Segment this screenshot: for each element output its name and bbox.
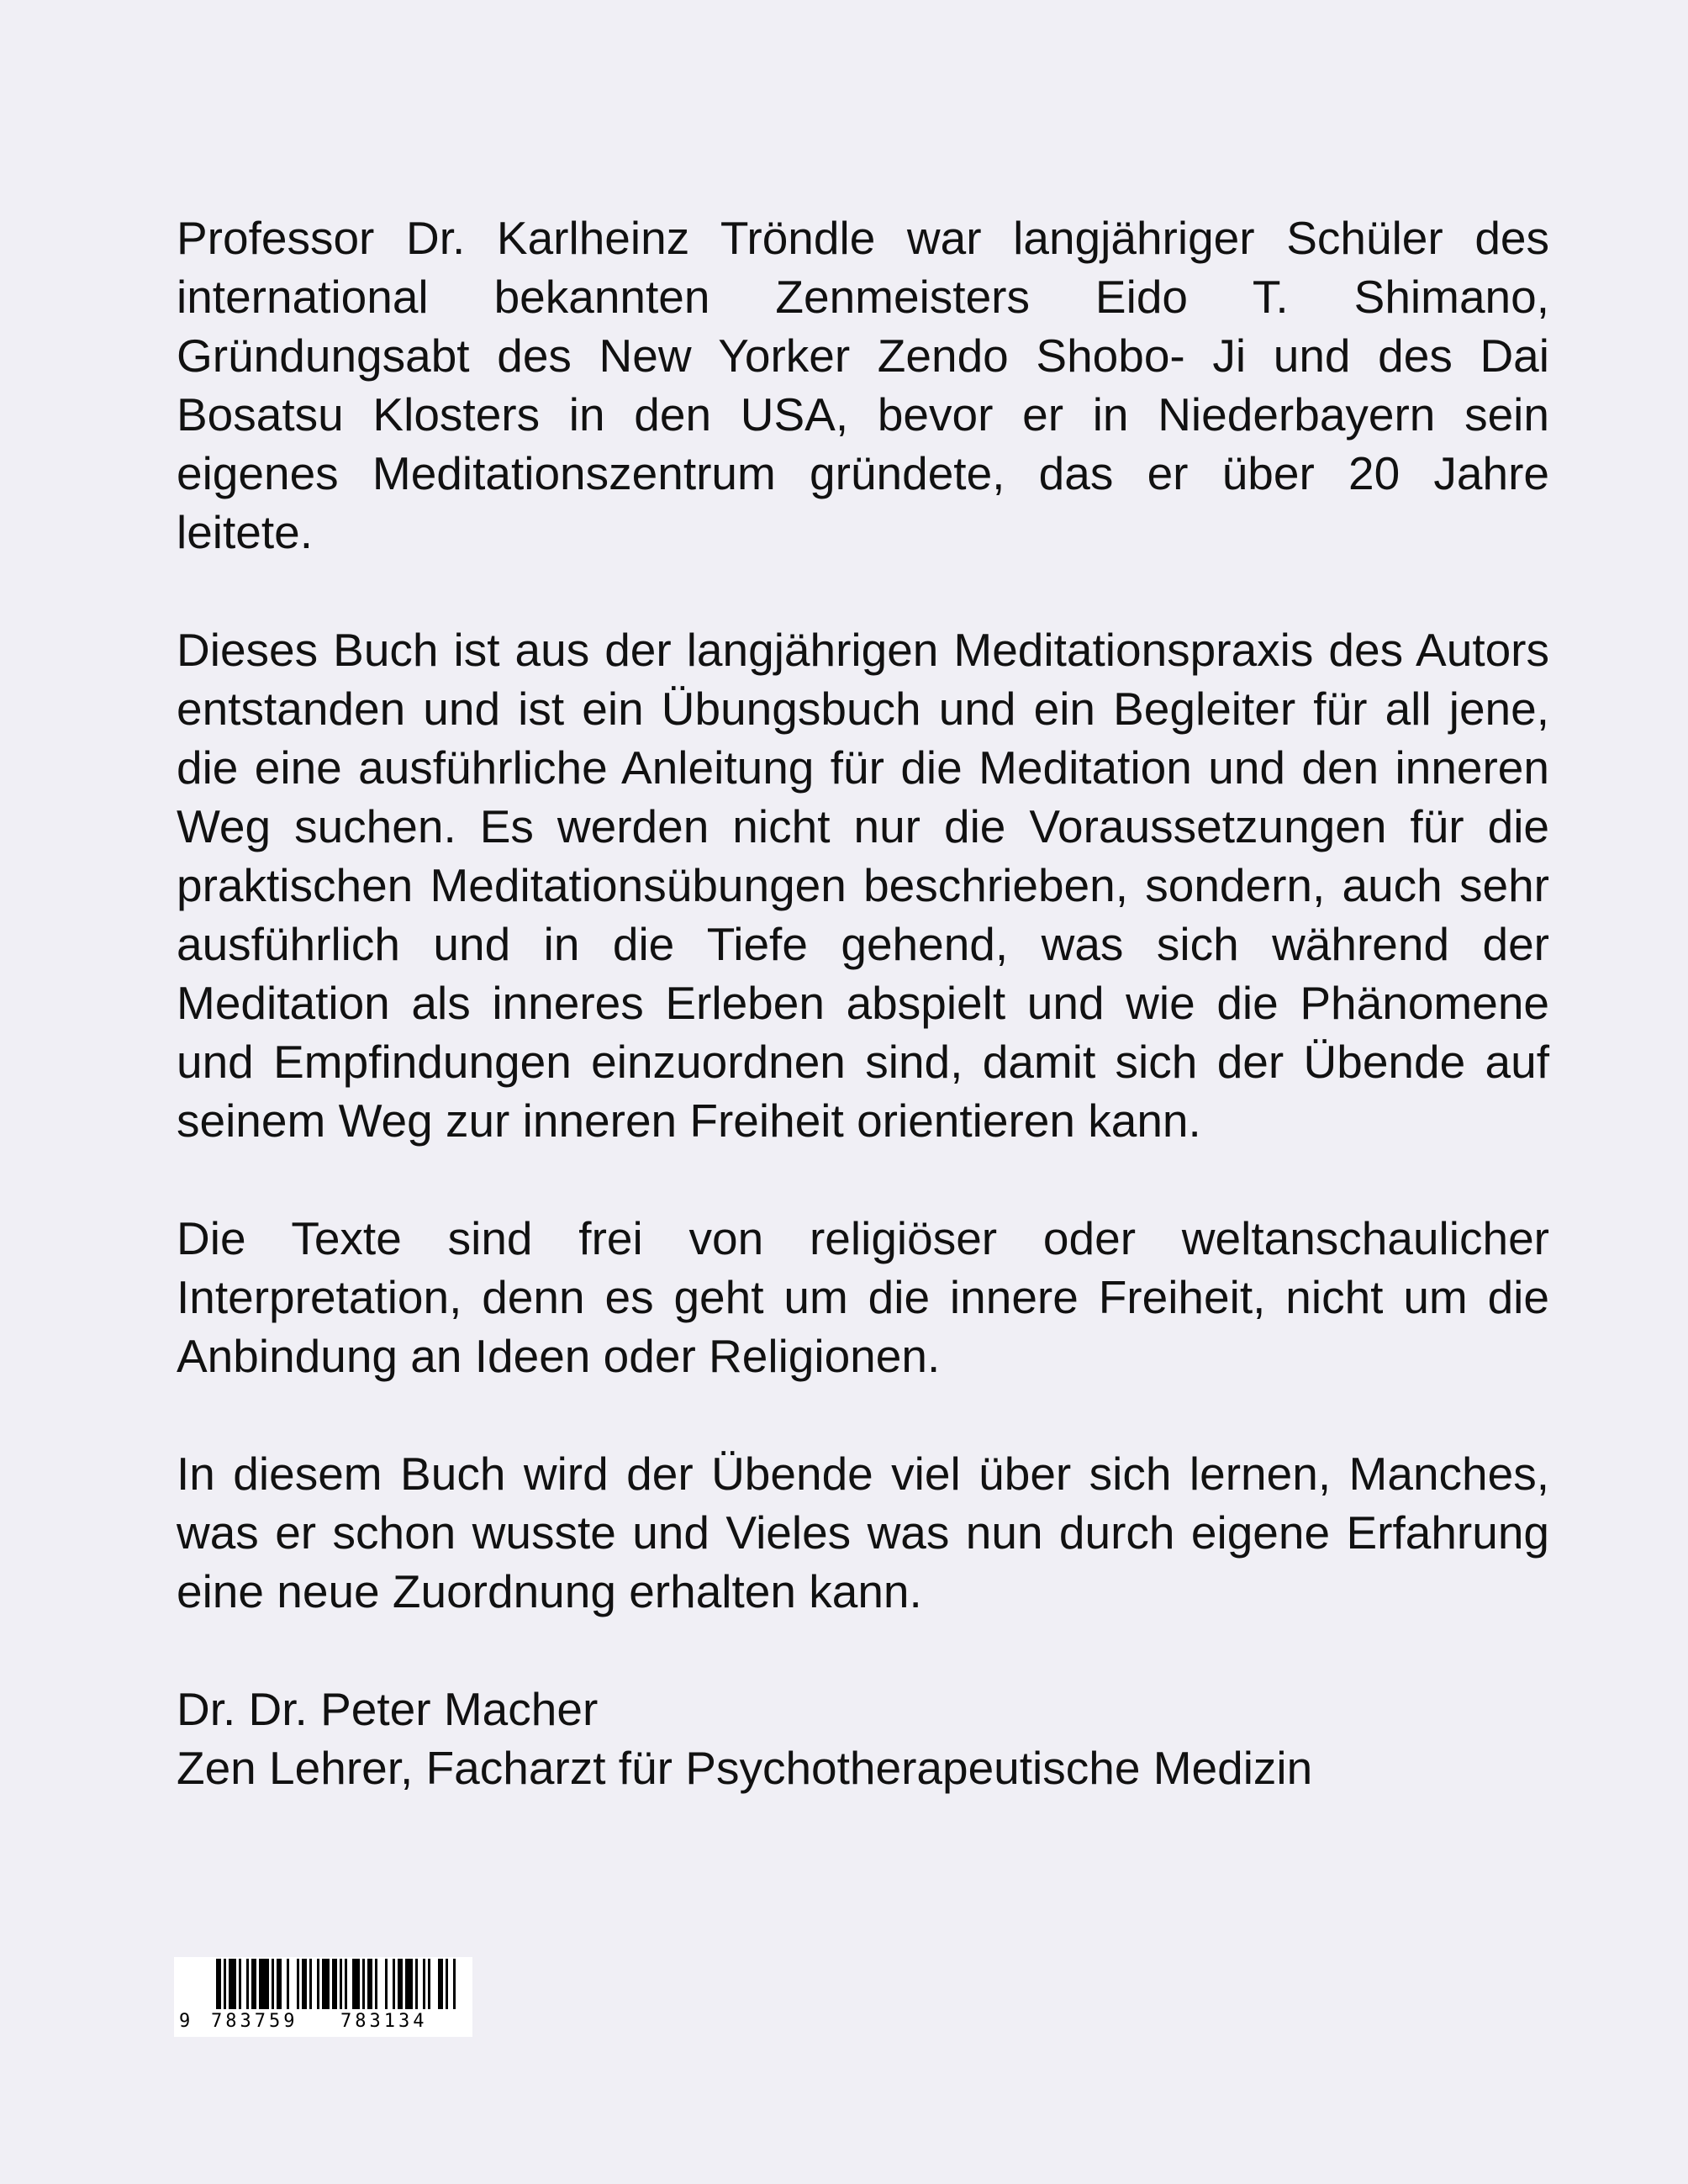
barcode-bar	[375, 1959, 377, 2009]
barcode-bar	[405, 1959, 413, 2009]
barcode-bar	[352, 1959, 360, 2009]
barcode-bar	[367, 1959, 372, 2009]
barcode-bar	[309, 1959, 312, 2009]
paragraph-neutrality: Die Texte sind frei von religiöser oder weltanschaulicher Interpretation, denn es geht um die innere Freiheit, nicht um die Anbindung an Ideen oder Religionen.	[177, 1212, 1549, 1382]
barcode-bar	[428, 1959, 430, 2009]
back-cover-text	[177, 208, 1549, 1797]
paragraph-author-bio: Professor Dr. Karlheinz Tröndle war langjähriger Schüler des international bekannten Zenmeisters Eido T. Shimano, Gründungsabt des New Yorker Zendo Shobo- Ji und des Dai Bosatsu Klosters in den USA, bevor er in Niederbayern sein eigenes Meditationszentrum gründete, das er über 20 Jahre leitete.	[177, 212, 1549, 558]
isbn-barcode	[174, 1957, 472, 2037]
barcode-bar	[446, 1959, 448, 2009]
barcode-digits-left: 783759	[211, 2011, 298, 2032]
barcode-bar	[423, 1959, 425, 2009]
barcode-bar	[362, 1959, 365, 2009]
barcode-bar	[322, 1959, 330, 2009]
barcode-bar	[259, 1959, 269, 2009]
barcode-bar	[272, 1959, 274, 2009]
barcode-bar	[229, 1959, 236, 2009]
barcode-bar	[224, 1959, 226, 2009]
barcode-bar	[297, 1959, 299, 2009]
barcode-bar	[246, 1959, 249, 2009]
signature-name: Dr. Dr. Peter Macher	[177, 1683, 599, 1735]
barcode-bar	[453, 1959, 456, 2009]
barcode-bar	[398, 1959, 403, 2009]
signature-title: Zen Lehrer, Facharzt für Psychotherapeutische Medizin	[177, 1742, 1313, 1794]
barcode-bar	[302, 1959, 307, 2009]
barcode-bar	[393, 1959, 395, 2009]
barcode-bar	[345, 1959, 347, 2009]
barcode-bar	[340, 1959, 342, 2009]
barcode-digit-first: 9	[179, 2011, 194, 2032]
barcode-bar	[287, 1959, 289, 2009]
barcode-bar	[251, 1959, 256, 2009]
barcode-bar	[317, 1959, 319, 2009]
barcode-bar	[385, 1959, 388, 2009]
barcode-bar	[239, 1959, 241, 2009]
paragraph-book-description: Dieses Buch ist aus der langjährigen Meditationspraxis des Autors entstanden und ist ein Übungsbuch und ein Begleiter für all jene, die eine ausführliche Anleitung für die Meditation und den inneren Weg suchen. Es werden nicht nur die Voraussetzungen für die praktischen Meditationsübungen beschrieben, sondern, auch sehr ausführlich und in die Tiefe gehend, was sich während der Meditation als inneres Erleben abspielt und wie die Phänomene und Empfindungen einzuordnen sind, damit sich der Übende auf seinem Weg zur inneren Freiheit orientieren kann.	[177, 624, 1549, 1147]
barcode-bar	[332, 1959, 337, 2009]
paragraph-benefit: In diesem Buch wird der Übende viel über sich lernen, Manches, was er schon wusste und Vieles was nun durch eigene Erfahrung eine neue Zuordnung erhalten kann.	[177, 1448, 1549, 1617]
barcode-bar	[277, 1959, 282, 2009]
barcode-bar	[438, 1959, 443, 2009]
signature-block	[177, 1680, 1549, 1797]
barcode-bar	[216, 1959, 221, 2009]
barcode-bar	[415, 1959, 418, 2009]
barcode-digits-right: 783134	[340, 2011, 428, 2032]
